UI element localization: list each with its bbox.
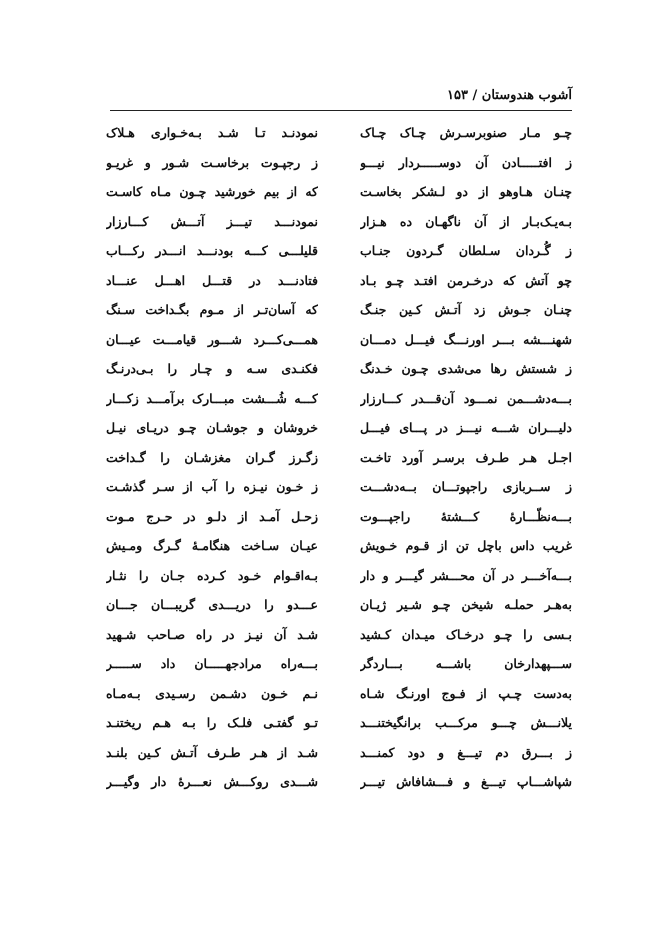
first-hemistich: بـــه‌دشـــمن نمـــود آن‌قـــدر کـــارزار xyxy=(360,390,572,406)
couplet-row xyxy=(106,325,572,355)
couplet-row xyxy=(106,207,572,237)
header-rule xyxy=(110,110,572,111)
couplet-row xyxy=(106,679,572,709)
second-hemistich: ز رجپـوت برخاسـت شـور و غریـو xyxy=(106,154,318,170)
first-hemistich: به‌هـر حملـه شیخن چـو شـیر ژیـان xyxy=(360,597,572,613)
first-hemistich: ز بـــرق دم تیـــغ و دود کمنـــد xyxy=(360,744,572,760)
second-hemistich: که از بیم خورشید چـون مـاه کاسـت xyxy=(106,184,318,200)
second-hemistich: عـــدو را دریـــدی گریبـــان جـــان xyxy=(106,597,318,613)
second-hemistich: بـه‌اقـوام خـود کـرده جـان را نثـار xyxy=(106,567,318,583)
couplet-row xyxy=(106,472,572,502)
couplet-row xyxy=(106,118,572,148)
couplet-row xyxy=(106,266,572,296)
first-hemistich: بـــه‌نظّـــارهٔ کـــشتهٔ راجپـــوت xyxy=(360,508,572,524)
first-hemistich: اجـل هـر طـرف برسـر آورد تاخـت xyxy=(360,449,572,465)
second-hemistich: نمودنـد تـا شـد بـه‌خـواری هـلاک xyxy=(106,125,318,141)
first-hemistich: شپاشـــاپ تیـــغ و فـــشافاش تیـــر xyxy=(360,774,572,790)
second-hemistich: شـد از هـر طـرف آتـش کـین بلنـد xyxy=(106,744,318,760)
first-hemistich: ز گُـردان سـلطان گـردون جنـاب xyxy=(360,243,572,259)
couplet-row xyxy=(106,384,572,414)
second-hemistich: همـــی‌کـــرد شـــور قیامـــت عیـــان xyxy=(106,331,318,347)
first-hemistich: غریب داس باچل تن از قـوم خـویش xyxy=(360,538,572,554)
first-hemistich: چنـان جـوش زد آتـش کـین جنـگ xyxy=(360,302,572,318)
first-hemistich: دلیـــران شـــه نیـــز در پـــای فیـــل xyxy=(360,420,572,436)
second-hemistich: زحـل آمـد از دلـو در حـرج مـوت xyxy=(106,508,318,524)
second-hemistich: بـــه‌راه مرادجهـــــان داد ســـــر xyxy=(106,656,318,672)
couplet-row xyxy=(106,561,572,591)
couplet-row xyxy=(106,767,572,797)
first-hemistich: به‌دست چـپ از فـوج اورنـگ شـاه xyxy=(360,685,572,701)
second-hemistich: زگـرز گـران مغزشـان را گـداخت xyxy=(106,449,318,465)
second-hemistich: که آسان‌تـر از مـوم بگـداخت سـنگ xyxy=(106,302,318,318)
second-hemistich: شـــدی روکـــش نعـــرهٔ دار وگیـــر xyxy=(106,774,318,790)
first-hemistich: ز شستش رها می‌شدی چـون خـدنگ xyxy=(360,361,572,377)
couplet-row xyxy=(106,531,572,561)
first-hemistich: چنـان هـاوهو از دو لـشکر بخاسـت xyxy=(360,184,572,200)
second-hemistich: شـد آن نیـز در راه صـاحب شـهید xyxy=(106,626,318,642)
first-hemistich: ز ســربازی راجپوتـــان بــه‌دشـــت xyxy=(360,479,572,495)
first-hemistich: بـــه‌آخـــر در آن محـــشر گیـــر و دار xyxy=(360,567,572,583)
poem-body xyxy=(106,118,572,797)
second-hemistich: فتادنـــد در قتـــل اهـــل عنـــاد xyxy=(106,272,318,288)
couplet-row xyxy=(106,236,572,266)
first-hemistich: ســـپهدارخان باشـــه بـــاردگر xyxy=(360,656,572,672)
second-hemistich: فکنـدی سـه و چـار را بـی‌درنـگ xyxy=(106,361,318,377)
couplet-row xyxy=(106,502,572,532)
couplet-row xyxy=(106,620,572,650)
second-hemistich: تـو گفتـی فلـک را بـه هـم ریختنـد xyxy=(106,715,318,731)
second-hemistich: ز خـون نیـزه را آب از سـر گذشـت xyxy=(106,479,318,495)
second-hemistich: خروشان و جوشـان چـو دریـای نیـل xyxy=(106,420,318,436)
second-hemistich: نمودنـــد تیـــز آتـــش کـــارزار xyxy=(106,213,318,229)
first-hemistich: ز افتـــــادن آن دوســـــردار نیـــو xyxy=(360,154,572,170)
second-hemistich: قلیلـــی کـــه بودنـــد انـــدر رکـــاب xyxy=(106,243,318,259)
couplet-row xyxy=(106,295,572,325)
first-hemistich: بـه‌یـک‌بـار از آن ناگهـان ده هـزار xyxy=(360,213,572,229)
couplet-row xyxy=(106,649,572,679)
couplet-row xyxy=(106,708,572,738)
running-header: آشوب هندوستان / ۱۵۳ xyxy=(447,88,572,103)
couplet-row xyxy=(106,148,572,178)
couplet-row xyxy=(106,354,572,384)
couplet-row xyxy=(106,177,572,207)
first-hemistich: چـو مـار صنوبرسـرش چـاک چـاک xyxy=(360,125,572,141)
couplet-row xyxy=(106,443,572,473)
first-hemistich: چو آتش که درخـرمن افتـد چـو بـاد xyxy=(360,272,572,288)
second-hemistich: کـــه شُـــشت مبـــارک برآمـــد زکـــار xyxy=(106,390,318,406)
couplet-row xyxy=(106,413,572,443)
first-hemistich: شهنـــشه بـــر اورنـــگ فیـــل دمـــان xyxy=(360,331,572,347)
second-hemistich: نـم خـون دشـمن رسـیدی بـه‌مـاه xyxy=(106,685,318,701)
first-hemistich: بـسی را چـو درخـاک میـدان کـشید xyxy=(360,626,572,642)
couplet-row xyxy=(106,738,572,768)
second-hemistich: عیـان سـاخت هنگامـهٔ گـرگ ومـیش xyxy=(106,538,318,554)
couplet-row xyxy=(106,590,572,620)
first-hemistich: یلانـــش چـــو مرکـــب برانگیختنـــد xyxy=(360,715,572,731)
